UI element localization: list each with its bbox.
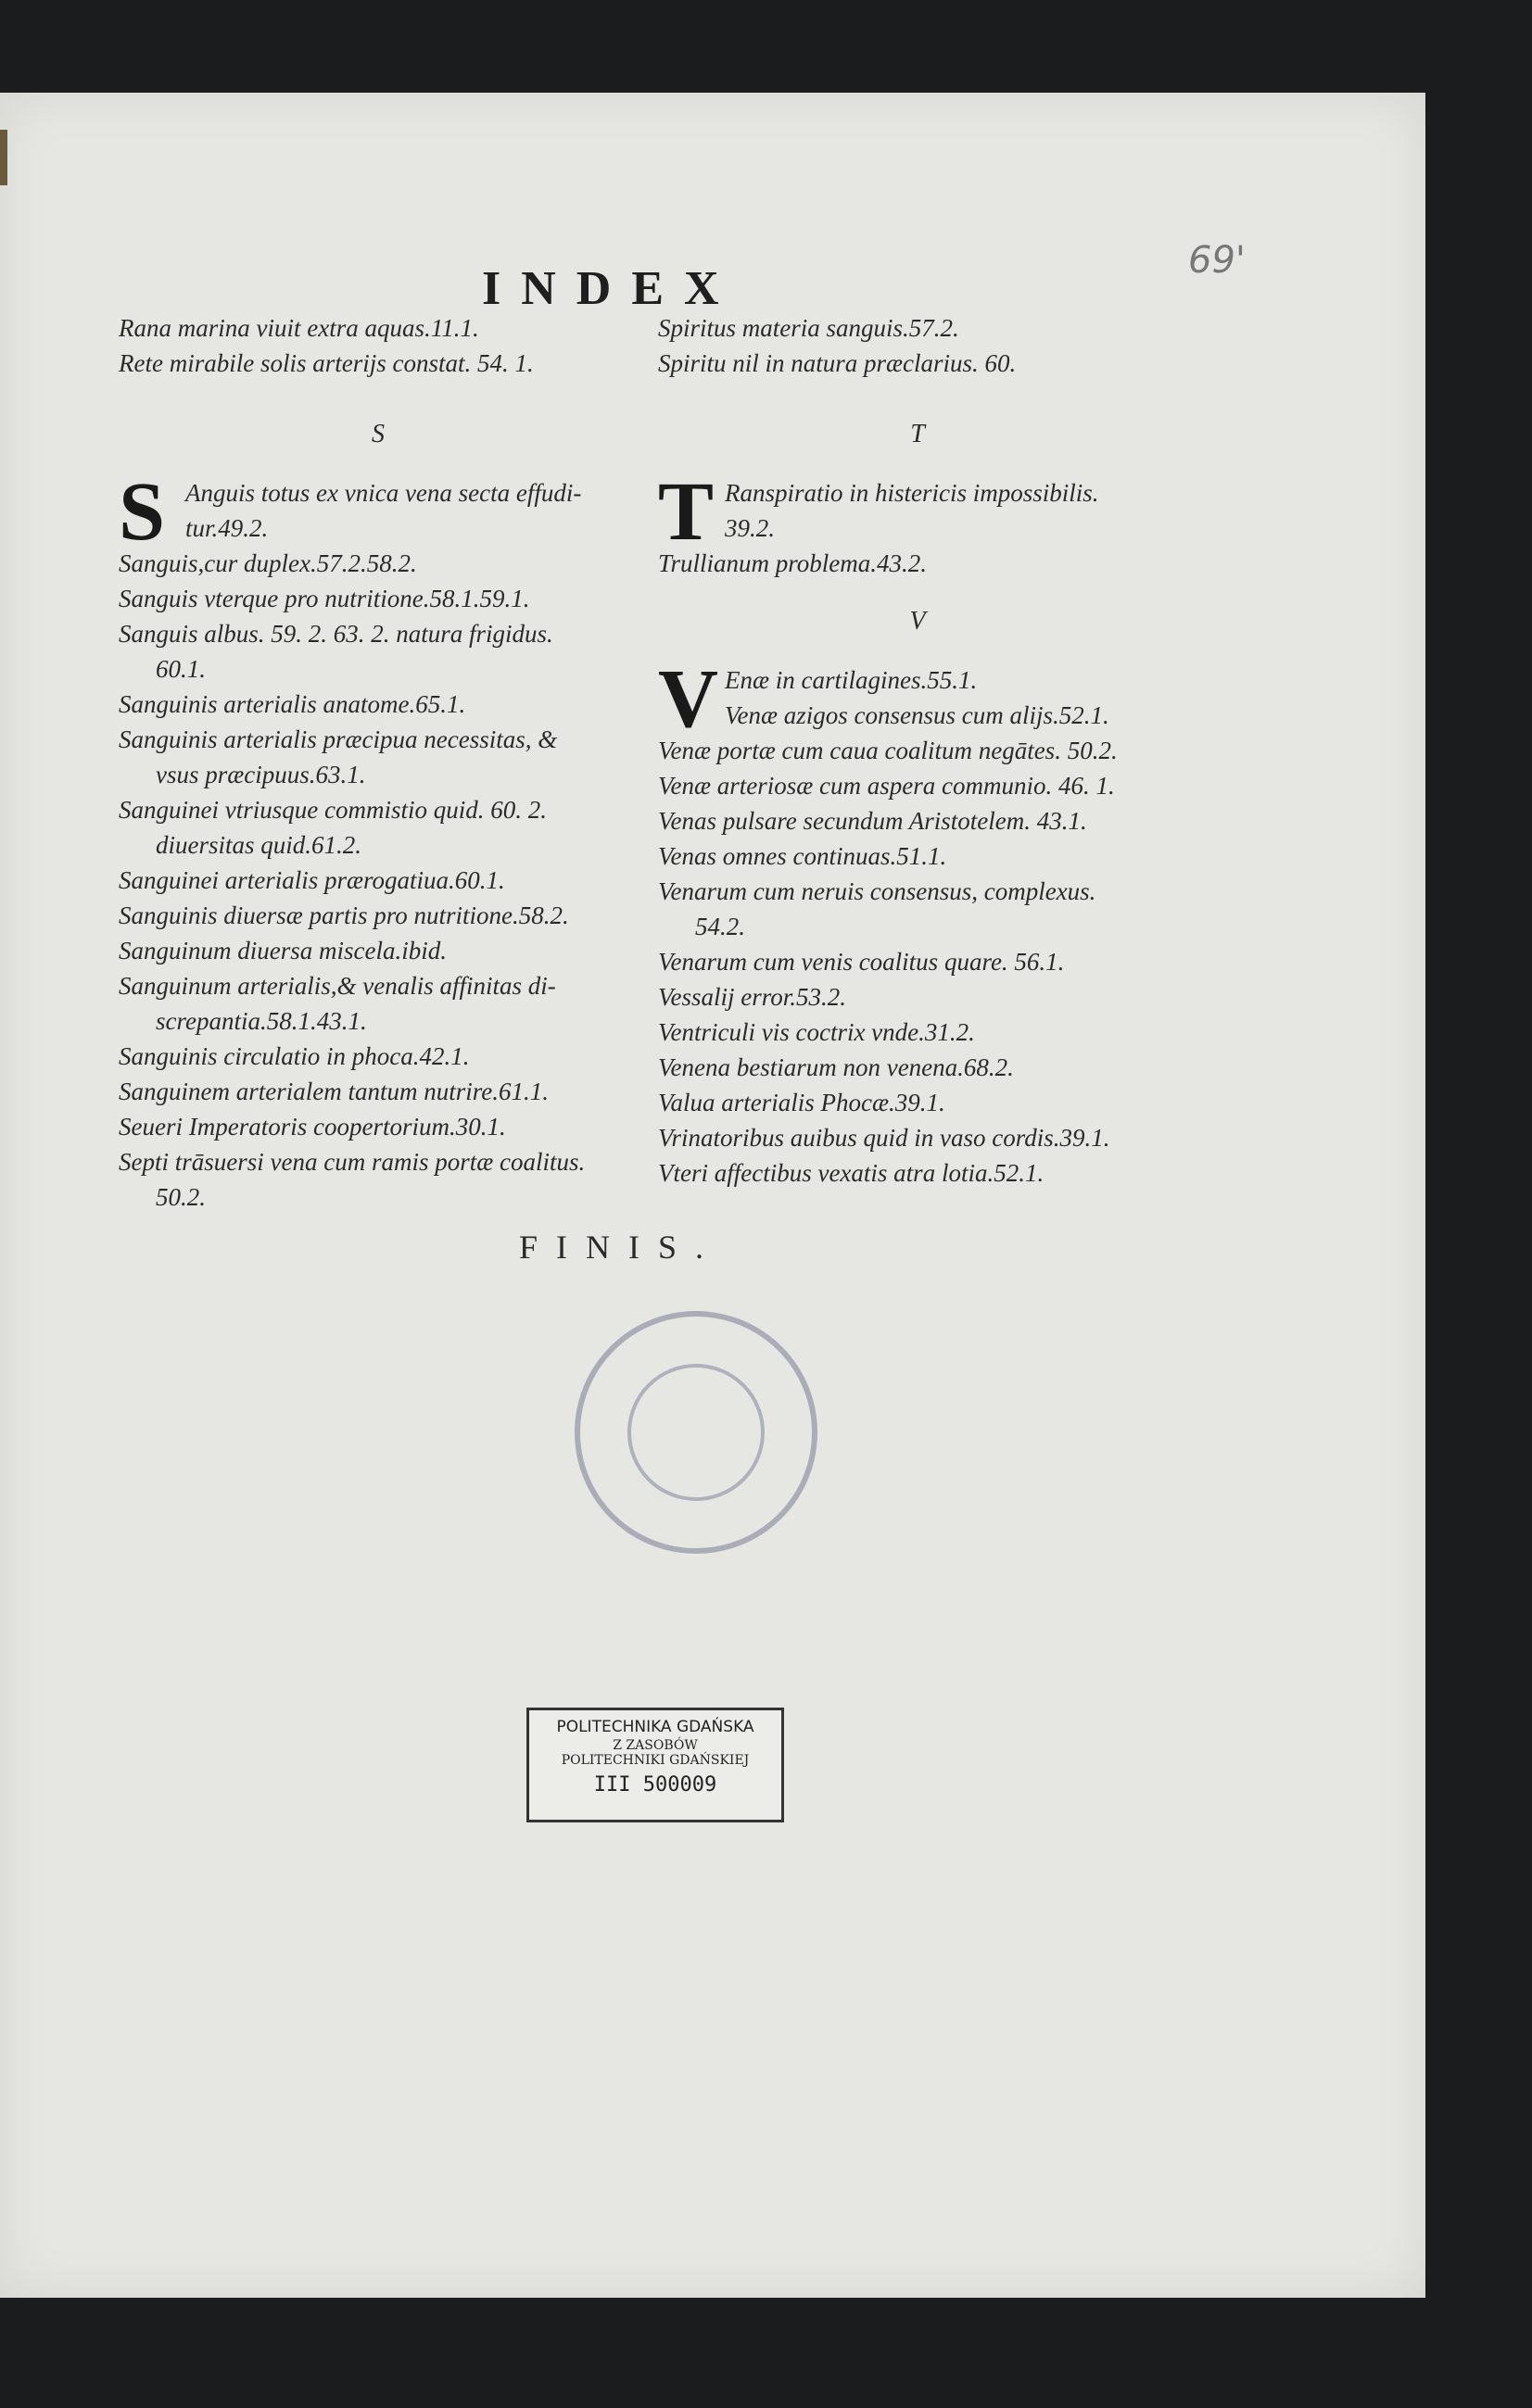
index-entry: Sanguis vterque pro nutritione.58.1.59.1.: [119, 585, 530, 612]
index-entry: Sanguinis arterialis anatome.65.1.: [119, 690, 466, 718]
index-entry: Sanguinum arterialis,& venalis affinitas di-: [119, 972, 556, 1000]
rect-stamp-call-number: III 500009: [593, 1773, 717, 1797]
finis-text: FINIS.: [519, 1229, 723, 1266]
index-entry: Sanguinei vtriusque commistio quid. 60. 2.: [119, 796, 547, 824]
index-entry: Rete mirabile solis arterijs constat. 54. 1.: [119, 349, 534, 377]
right-column: [658, 310, 1177, 1191]
spine-edge: [0, 130, 7, 185]
drop-cap-entry: [658, 466, 1177, 558]
folio-number: 69': [1188, 239, 1246, 282]
index-entry: Enæ in cartilagines.55.1.: [725, 666, 978, 694]
index-entry: Ranspiratio in histericis impossibilis.: [725, 479, 1099, 507]
index-entry: Ventriculi vis coctrix vnde.31.2.: [658, 1018, 975, 1046]
section-letter-t: T: [910, 420, 925, 448]
index-entry: Venena bestiarum non venena.68.2.: [658, 1053, 1014, 1081]
index-entry: Venarum cum venis coalitus quare. 56.1.: [658, 948, 1065, 976]
left-top-entries: [119, 310, 638, 394]
index-entry: Anguis totus ex vnica vena secta effudi-: [185, 479, 582, 507]
index-entry: Valua arterialis Phocæ.39.1.: [658, 1089, 945, 1116]
index-entry: tur.49.2.: [185, 514, 269, 542]
left-column: [119, 310, 638, 1215]
library-round-stamp: [575, 1311, 817, 1554]
index-entry: Sanguinei arterialis prærogatiua.60.1.: [119, 866, 505, 894]
index-entry: Sanguinem arterialem tantum nutrire.61.1.: [119, 1078, 549, 1105]
index-entry: Rana marina viuit extra aquas.11.1.: [119, 314, 479, 342]
section-letter-s: S: [372, 420, 385, 448]
index-entry: Venarum cum neruis consensus, complexus.: [658, 877, 1096, 905]
index-title: INDEX: [482, 262, 740, 315]
index-entry-continuation: diuersitas quid.61.2.: [156, 831, 362, 859]
index-entry: Sanguis albus. 59. 2. 63. 2. natura frigidus.: [119, 620, 553, 648]
index-entry: Seueri Imperatoris coopertorium.30.1.: [119, 1113, 506, 1141]
index-entry: Sanguinis diuersæ partis pro nutritione.58.2.: [119, 901, 569, 929]
section-letter-v: V: [909, 607, 926, 636]
rect-stamp-line: POLITECHNIKA GDAŃSKA: [556, 1718, 754, 1736]
index-entry: Venæ azigos consensus cum alijs.52.1.: [725, 701, 1109, 729]
drop-cap-entry: [658, 653, 1177, 745]
index-entry-continuation: 60.1.: [156, 655, 206, 683]
index-entry-continuation: 50.2.: [156, 1183, 206, 1211]
index-entry: Sanguis,cur duplex.57.2.58.2.: [119, 549, 417, 577]
round-stamp-inner-circle: [627, 1364, 765, 1501]
index-entry: 39.2.: [725, 514, 775, 542]
drop-cap: S: [119, 466, 166, 558]
index-entry: Vteri affectibus vexatis atra lotia.52.1.: [658, 1159, 1045, 1187]
index-entry: Spiritus materia sanguis.57.2.: [658, 314, 959, 342]
index-entry-continuation: screpantia.58.1.43.1.: [156, 1007, 367, 1035]
index-entry: Sanguinum diuersa miscela.ibid.: [119, 937, 447, 964]
library-rect-stamp: [526, 1708, 784, 1822]
index-entry: Sanguinis arterialis præcipua necessitas, &: [119, 725, 558, 753]
index-entry: Trullianum problema.43.2.: [658, 549, 928, 577]
drop-cap: T: [658, 466, 715, 558]
rect-stamp-line: POLITECHNIKI GDAŃSKIEJ: [561, 1753, 750, 1768]
index-entry: Venas omnes continuas.51.1.: [658, 842, 947, 870]
index-entry: Spiritu nil in natura præclarius. 60.: [658, 349, 1017, 377]
index-entry: Sanguinis circulatio in phoca.42.1.: [119, 1042, 470, 1070]
rect-stamp-line: Z ZASOBÓW: [613, 1738, 698, 1753]
index-entry: Vessalij error.53.2.: [658, 983, 847, 1011]
index-entry: Venas pulsare secundum Aristotelem. 43.1.: [658, 807, 1087, 835]
index-entry: Venæ arteriosæ cum aspera communio. 46. 1.: [658, 772, 1115, 800]
index-entry-continuation: vsus præcipuus.63.1.: [156, 761, 366, 788]
drop-cap: V: [658, 653, 718, 745]
index-entry: Septi trāsuersi vena cum ramis portæ coalitus.: [119, 1148, 586, 1176]
index-entry: Vrinatoribus auibus quid in vaso cordis.39.1.: [658, 1124, 1110, 1152]
index-entry-continuation: 54.2.: [695, 913, 745, 940]
right-top-entries: [658, 310, 1177, 394]
index-entry: Venæ portæ cum caua coalitum negātes. 50.2.: [658, 737, 1118, 764]
drop-cap-entry: [119, 466, 638, 558]
